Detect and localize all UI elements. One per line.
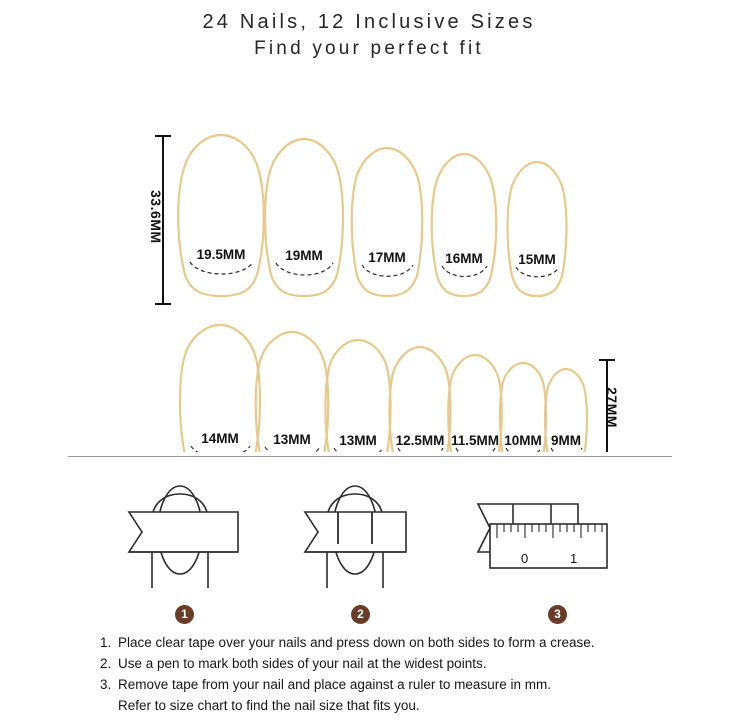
step-badge-1: 1 bbox=[175, 605, 194, 624]
section-divider bbox=[68, 456, 672, 457]
instruction-item bbox=[100, 674, 700, 695]
height-dimension-right: 27MM bbox=[604, 387, 620, 428]
steps-diagram bbox=[0, 468, 738, 628]
nail-size-label: 19MM bbox=[285, 248, 323, 263]
nail-size-label: 9MM bbox=[551, 433, 581, 448]
nail-size-label: 15MM bbox=[518, 252, 556, 267]
instruction-item bbox=[100, 632, 700, 653]
instruction-text: Remove tape from your nail and place against a ruler to measure in mm. bbox=[118, 677, 551, 692]
nail-size-label: 13MM bbox=[339, 433, 377, 448]
nail-size-label: 10MM bbox=[504, 433, 542, 448]
ruler-digit-0: 0 bbox=[521, 551, 529, 566]
ruler-digit-1: 1 bbox=[570, 551, 578, 566]
instruction-item bbox=[100, 653, 700, 674]
page-subtitle: Find your perfect fit bbox=[254, 38, 484, 59]
steps-graphic bbox=[0, 468, 738, 628]
instruction-text: Use a pen to mark both sides of your nail at the widest points. bbox=[118, 656, 487, 671]
instruction-text: Place clear tape over your nails and press down on both sides to form a crease. bbox=[118, 635, 595, 650]
nail-size-label: 13MM bbox=[273, 432, 311, 447]
instruction-number: 3. bbox=[100, 677, 112, 692]
step-badge-3: 3 bbox=[548, 605, 567, 624]
page-title: 24 Nails, 12 Inclusive Sizes bbox=[202, 11, 536, 33]
instruction-number: 2. bbox=[100, 656, 112, 671]
page-header bbox=[0, 0, 738, 62]
instruction-subtext: Refer to size chart to find the nail size that fits you. bbox=[118, 698, 420, 713]
nail-size-label: 12.5MM bbox=[395, 433, 445, 448]
instruction-number: 1. bbox=[100, 635, 112, 650]
height-dimension-left: 33.6MM bbox=[148, 190, 164, 244]
step-badge-2: 2 bbox=[351, 605, 370, 624]
nail-size-label: 11.5MM bbox=[450, 433, 500, 448]
nail-size-label: 16MM bbox=[445, 251, 483, 266]
nail-size-label: 14MM bbox=[201, 431, 239, 446]
nail-size-label: 17MM bbox=[368, 250, 406, 265]
instructions-list bbox=[100, 632, 700, 716]
nail-size-label: 19.5MM bbox=[196, 247, 246, 262]
nail-size-chart bbox=[0, 62, 738, 452]
